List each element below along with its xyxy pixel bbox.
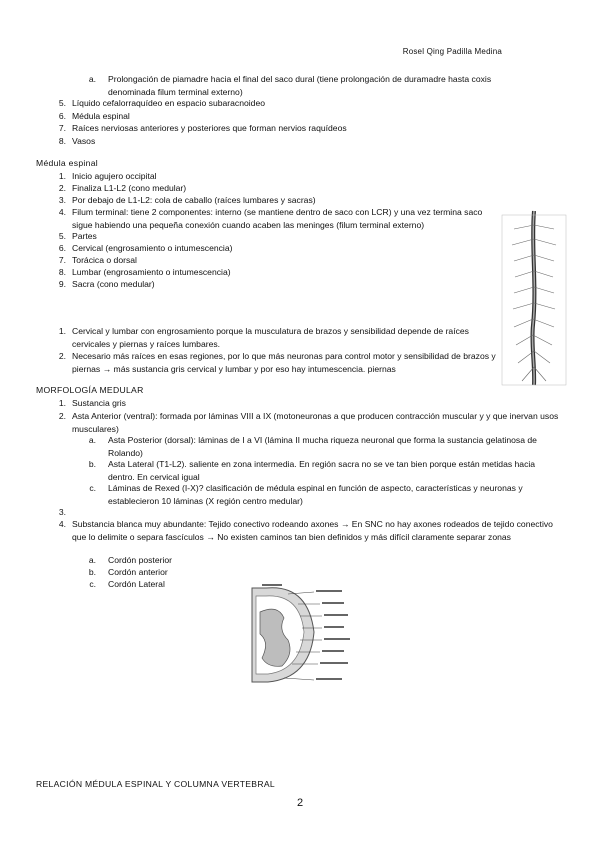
list-item: Médula espinal <box>72 111 130 121</box>
list-item: Raíces nerviosas anteriores y posteriores que forman nervios raquídeos <box>72 123 347 133</box>
list-item-text: Prolongación de piamadre hacia el final del saco dural (tiene prolongación de duramadre hasta coxis denominada filum terminal externo) <box>108 74 492 97</box>
list-item: Asta Lateral (T1-L2). saliente en zona intermedia. En región sacra no se ve tan bien porque están metidas hacia dentro. En cervical igual <box>108 459 536 482</box>
list-marker: b. <box>88 567 96 577</box>
list-marker: 7. <box>58 255 66 265</box>
list-marker: 7. <box>58 123 66 133</box>
list-marker: a. <box>88 74 96 84</box>
list-item: Lumbar (engrosamiento o intumescencia) <box>72 267 231 277</box>
list-item: Sustancia gris <box>72 398 126 408</box>
section-heading-relacion: RELACIÓN MÉDULA ESPINAL Y COLUMNA VERTEBRAL <box>36 779 275 789</box>
list-marker: c. <box>89 483 96 493</box>
list-marker: a. <box>88 435 96 445</box>
list-item: Láminas de Rexed (I-X)? clasificación de médula espinal en función de aspecto, características y neuronas y establecieron 10 láminas (X región centro medular) <box>108 483 523 506</box>
list-marker: 8. <box>58 267 66 277</box>
list-marker: 9. <box>58 279 66 289</box>
list-item: Vasos <box>72 136 96 146</box>
list-marker: c. <box>89 579 96 589</box>
list-marker: 1. <box>58 398 66 408</box>
list-marker: 4. <box>58 519 66 529</box>
list-item: Filum terminal: tiene 2 componentes: interno (se mantiene dentro de saco con LCR) y una vez termina saco sigue habiendo una pequeña conexión cuando acaben las meninges (filum terminal externo) <box>72 207 483 230</box>
list-item: Cordón anterior <box>108 567 168 577</box>
list-item: Asta Posterior (dorsal): láminas de I a VI (lámina II mucha riqueza neuronal que forma la sustancia gelatinosa de Rolando) <box>108 435 537 458</box>
list-marker: 6. <box>58 111 66 121</box>
list-item: Sacra (cono medular) <box>72 279 155 289</box>
list-item: Necesario más raíces en esas regiones, por lo que más neuronas para control motor y sensibilidad de brazos y piernas → más sustancia gris cervical y lumbar y por eso hay intumescencia. piernas <box>72 351 496 374</box>
list-marker: 3. <box>58 507 66 517</box>
list-marker: 2. <box>58 411 66 421</box>
list-item: Cervical y lumbar con engrosamiento porque la musculatura de brazos y sensibilidad depende de raíces cervicales y piernas y raíces lumbares. <box>72 326 469 349</box>
spinal-cord-figure <box>500 205 568 390</box>
list-marker: b. <box>88 459 96 469</box>
list-marker: 8. <box>58 136 66 146</box>
list-item: Cervical (engrosamiento o intumescencia) <box>72 243 233 253</box>
section-heading-medula: Médula espinal <box>36 158 99 168</box>
page-number: 2 <box>296 797 304 809</box>
list-marker: 4. <box>58 207 66 217</box>
list-item: Asta Anterior (ventral): formada por láminas VIII a IX (motoneuronas a que producen contracción muscular y y que inervan usos musculares) <box>72 411 559 434</box>
list-item: Por debajo de L1-L2: cola de caballo (raíces lumbares y sacras) <box>72 195 316 205</box>
author-name: Rosel Qing Padilla Medina <box>402 47 502 56</box>
list-item: Partes <box>72 231 97 241</box>
section-heading-morfologia: MORFOLOGÍA MEDULAR <box>36 385 144 395</box>
list-item: Finaliza L1-L2 (cono medular) <box>72 183 187 193</box>
list-marker: 1. <box>58 326 66 336</box>
list-marker: a. <box>88 555 96 565</box>
list-marker: 6. <box>58 243 66 253</box>
list-item: Inicio agujero occipital <box>72 171 157 181</box>
list-item: Torácica o dorsal <box>72 255 137 265</box>
list-item: Cordón posterior <box>108 555 173 565</box>
cord-cross-section-figure <box>248 582 356 688</box>
list-marker: 2. <box>58 183 66 193</box>
list-item: Cordón Lateral <box>108 579 165 589</box>
list-marker: 2. <box>58 351 66 361</box>
list-marker: 5. <box>58 98 66 108</box>
list-item: Líquido cefalorraquídeo en espacio subaracnoideo <box>72 98 266 108</box>
list-marker: 5. <box>58 231 66 241</box>
list-item: Substancia blanca muy abundante: Tejido conectivo rodeando axones → En SNC no hay axones rodeados de tejido conectivo que lo delimite o separa fascículos → No existen caminos tan bien definidos y más difícil claramente separar zonas <box>72 519 553 542</box>
list-marker: 1. <box>58 171 66 181</box>
list-marker: 3. <box>58 195 66 205</box>
